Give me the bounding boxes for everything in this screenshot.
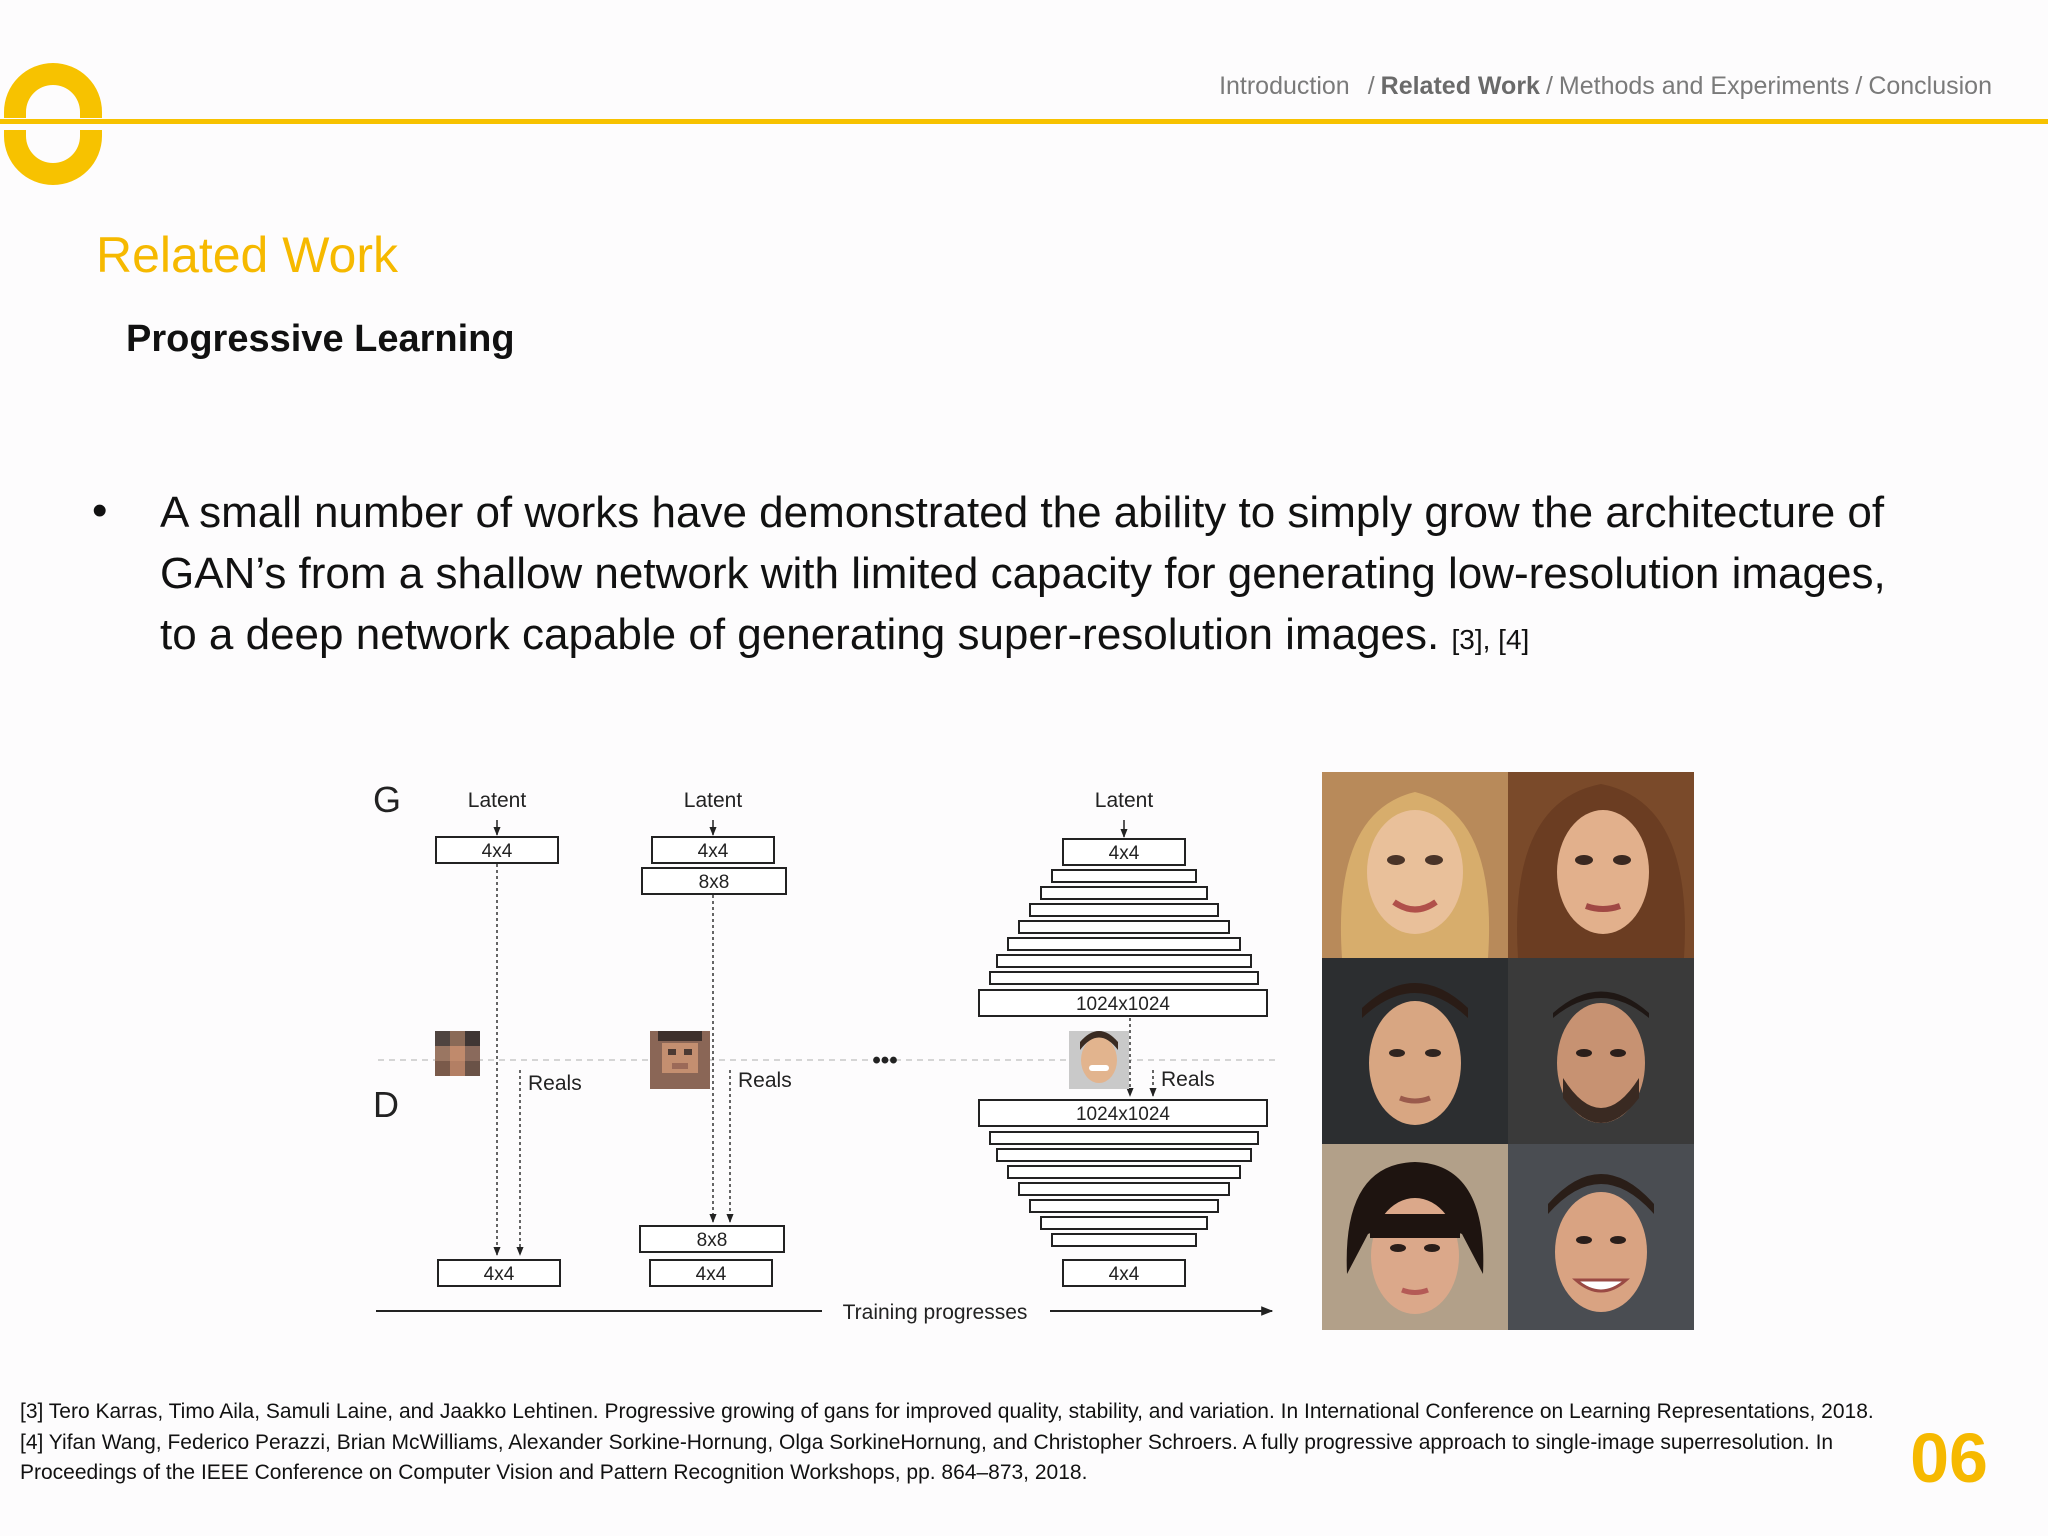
section-title: Related Work bbox=[96, 227, 398, 283]
block-label: 4x4 bbox=[695, 1264, 727, 1285]
latent-label: Latent bbox=[683, 789, 743, 812]
bullet-text bbox=[160, 482, 1900, 670]
d-stack-layer bbox=[997, 1149, 1251, 1161]
face-sample bbox=[1322, 1144, 1508, 1330]
g-stack-layer bbox=[1030, 904, 1218, 916]
face-sample bbox=[1322, 958, 1508, 1144]
nav-separator: / bbox=[1367, 72, 1375, 100]
face-sample bbox=[1508, 1144, 1694, 1330]
g-stack-layer bbox=[1052, 870, 1196, 882]
g-stack-layer bbox=[1041, 887, 1207, 899]
generator-label: G bbox=[373, 779, 402, 820]
page-number: 06 bbox=[1910, 1419, 1988, 1497]
pixelated-face-8x8 bbox=[650, 1031, 710, 1089]
progression-ellipsis: ••• bbox=[872, 1047, 898, 1074]
g-stack-layer bbox=[997, 955, 1251, 967]
block-label: 8x8 bbox=[698, 872, 730, 893]
d-stack-layer bbox=[1008, 1166, 1240, 1178]
g-stack-layer bbox=[1008, 938, 1240, 950]
nav-separator: / bbox=[1545, 72, 1553, 100]
d-stack-layer bbox=[1041, 1217, 1207, 1229]
nav-separator: / bbox=[1855, 72, 1863, 100]
slide-subtitle: Progressive Learning bbox=[126, 318, 515, 360]
bullet-body: A small number of works have demonstrated the ability to simply grow the architecture of GAN’s from a shallow network with limited capacity for generating low-resolution images, to a deep network capable of generating super-resolution images. bbox=[160, 488, 1886, 659]
face-sample bbox=[1508, 958, 1694, 1144]
block-label: 4x4 bbox=[483, 1264, 515, 1285]
block-label: 4x4 bbox=[1108, 843, 1140, 864]
nav-methods[interactable]: Methods and Experiments bbox=[1558, 72, 1850, 100]
block-label: 1024x1024 bbox=[1075, 994, 1171, 1015]
footnotes bbox=[20, 1397, 1880, 1489]
training-label: Training progresses bbox=[842, 1301, 1028, 1324]
reals-label: Reals bbox=[738, 1069, 792, 1092]
latent-label: Latent bbox=[467, 789, 527, 812]
generated-faces-grid bbox=[1322, 772, 1694, 1330]
g-stack-layer bbox=[990, 972, 1258, 984]
reference-4: [4] Yifan Wang, Federico Perazzi, Brian McWilliams, Alexander Sorkine-Hornung, Olga SorkineHornung, and Christopher Schroers. A fully progressive approach to single-image superresolution. In Proceedings of the IEEE Conference on Computer Vision and Pattern Recognition Workshops, pp. 864–873, 2018. bbox=[20, 1430, 1834, 1484]
nav-related-work[interactable]: Related Work bbox=[1380, 72, 1540, 100]
d-stack-layer bbox=[1019, 1183, 1229, 1195]
reals-label: Reals bbox=[528, 1072, 582, 1095]
latent-label: Latent bbox=[1094, 789, 1154, 812]
block-label: 8x8 bbox=[696, 1230, 728, 1251]
reference-3: [3] Tero Karras, Timo Aila, Samuli Laine, and Jaakko Lehtinen. Progressive growing of gans for improved quality, stability, and variation. In International Conference on Learning Representations, 2018. bbox=[20, 1400, 1874, 1423]
d-stack-layer bbox=[990, 1132, 1258, 1144]
block-label: 4x4 bbox=[1108, 1264, 1140, 1285]
reals-label: Reals bbox=[1161, 1068, 1215, 1091]
block-label: 4x4 bbox=[481, 841, 513, 862]
bullet-references: [3], [4] bbox=[1451, 624, 1530, 655]
g-stack-layer bbox=[1019, 921, 1229, 933]
block-label: 1024x1024 bbox=[1075, 1104, 1171, 1125]
breadcrumb bbox=[1219, 72, 1992, 101]
real-face-photo bbox=[1069, 1031, 1129, 1089]
nav-introduction[interactable]: Introduction bbox=[1219, 72, 1350, 100]
pixelated-face-4x4 bbox=[435, 1031, 480, 1076]
block-label: 4x4 bbox=[697, 841, 729, 862]
header-rule bbox=[0, 119, 2048, 124]
discriminator-label: D bbox=[373, 1084, 399, 1125]
face-sample bbox=[1322, 772, 1508, 958]
d-stack-layer bbox=[1052, 1234, 1196, 1246]
progressive-gan-diagram bbox=[360, 760, 1280, 1330]
nav-conclusion[interactable]: Conclusion bbox=[1868, 72, 1992, 100]
bullet-marker: • bbox=[92, 486, 108, 535]
face-sample bbox=[1508, 772, 1694, 958]
d-stack-layer bbox=[1030, 1200, 1218, 1212]
